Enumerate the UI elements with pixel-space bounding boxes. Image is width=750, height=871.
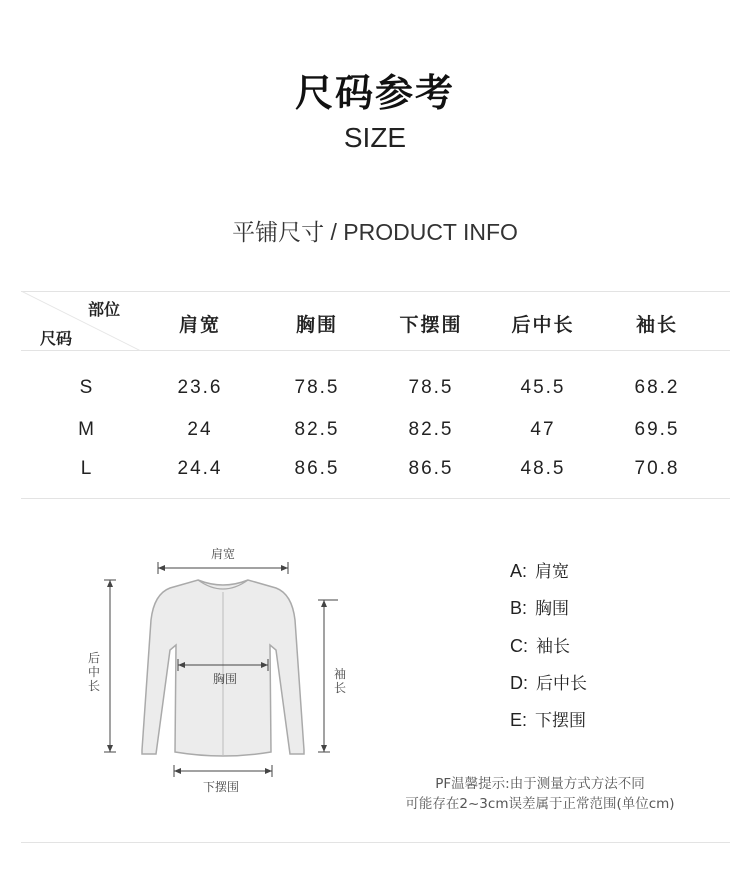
legend-item [510, 557, 569, 582]
legend-item [510, 632, 570, 657]
back-length-label: 后 [87, 651, 101, 665]
table-cell: 86.5 [294, 458, 340, 479]
table-cell: 69.5 [634, 419, 680, 440]
size-cell: M [78, 419, 96, 440]
header-back-length: 后中长 [511, 314, 575, 336]
header-hem: 下摆围 [399, 314, 463, 336]
page-title: 尺码参考 [294, 71, 455, 115]
legend-item [510, 669, 587, 694]
table-cell: 70.8 [634, 458, 680, 479]
back-length-label: 中 [87, 665, 101, 679]
legend-label: 袖长 [536, 637, 570, 657]
size-cell: S [79, 377, 95, 398]
table-cell: 78.5 [294, 377, 340, 398]
table-cell: 24.4 [177, 458, 223, 479]
header-chest: 胸围 [295, 314, 338, 336]
garment-diagram [80, 540, 370, 800]
legend-key: E: [510, 710, 528, 730]
table-cell: 68.2 [634, 377, 680, 398]
legend-label: 后中长 [536, 674, 587, 694]
note-line-1: PF温馨提示:由于测量方式方法不同 [435, 776, 645, 792]
corner-diagonal [21, 291, 141, 351]
table-cell: 47 [530, 419, 556, 440]
table-cell: 86.5 [408, 458, 454, 479]
sleeve-label: 长 [333, 681, 347, 695]
chest-label: 胸围 [212, 672, 238, 686]
legend-key: C: [510, 636, 528, 656]
sleeve-label: 袖 [333, 667, 347, 681]
legend-key: A: [510, 561, 528, 581]
table-cell: 82.5 [408, 419, 454, 440]
legend-label: 肩宽 [535, 562, 570, 582]
page-subtitle: SIZE [343, 122, 407, 153]
table-cell: 78.5 [408, 377, 454, 398]
table-bottom-rule [21, 498, 730, 499]
note-line-2: 可能存在2~3cm误差属于正常范围(单位cm) [405, 796, 675, 812]
legend-label: 胸围 [535, 599, 570, 619]
page-bottom-rule [21, 842, 730, 843]
legend-key: B: [510, 598, 528, 618]
table-cell: 24 [187, 419, 213, 440]
table-cell: 45.5 [520, 377, 566, 398]
header-sleeve: 袖长 [635, 314, 678, 336]
size-cell: L [80, 458, 94, 479]
hem-label: 下摆围 [202, 780, 240, 794]
legend-key: D: [510, 673, 528, 693]
table-cell: 23.6 [177, 377, 223, 398]
legend-item [510, 706, 586, 731]
table-cell: 48.5 [520, 458, 566, 479]
section-title: 平铺尺寸 / PRODUCT INFO [232, 219, 518, 245]
legend-label: 下摆围 [535, 711, 587, 731]
back-length-label: 长 [87, 679, 101, 693]
shoulder-label: 肩宽 [210, 547, 236, 561]
table-cell: 82.5 [294, 419, 340, 440]
corner-label-part: 部位 [88, 300, 121, 319]
header-shoulder: 肩宽 [178, 314, 221, 336]
legend-item [510, 594, 569, 619]
corner-label-size: 尺码 [40, 329, 73, 348]
